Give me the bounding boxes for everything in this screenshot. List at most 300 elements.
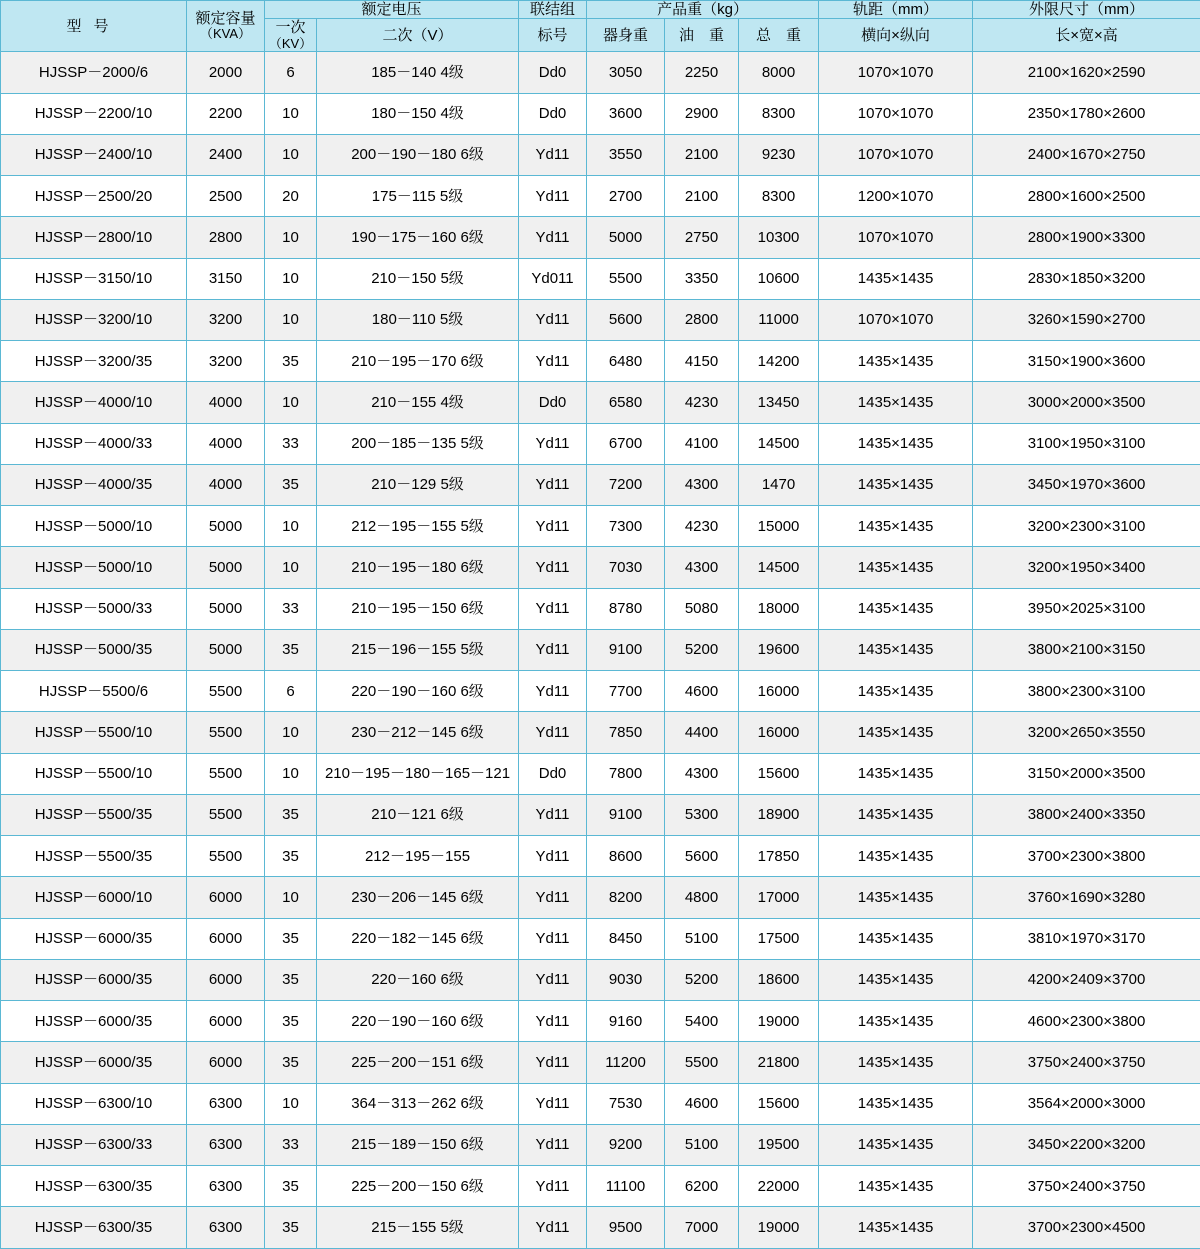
track-gauge-cell: 1435×1435: [819, 877, 973, 918]
secondary-voltage-cell: 230－212－145 6级: [317, 712, 519, 753]
model-cell: HJSSP－6300/10: [1, 1083, 187, 1124]
total-weight-cell: 17850: [739, 836, 819, 877]
capacity-cell: 2200: [187, 93, 265, 134]
body-weight-cell: 9500: [587, 1207, 665, 1249]
total-weight-cell: 18600: [739, 959, 819, 1000]
header-body-weight: 器身重: [587, 19, 665, 52]
capacity-cell: 5000: [187, 506, 265, 547]
total-weight-cell: 19600: [739, 629, 819, 670]
track-gauge-cell: 1070×1070: [819, 134, 973, 175]
primary-voltage-cell: 10: [265, 299, 317, 340]
body-weight-cell: 7030: [587, 547, 665, 588]
oil-weight-cell: 5080: [665, 588, 739, 629]
track-gauge-cell: 1070×1070: [819, 299, 973, 340]
model-cell: HJSSP－4000/35: [1, 464, 187, 505]
table-row: [1, 629, 1200, 670]
header-overall-size-sub: 长×宽×高: [973, 19, 1200, 52]
table-row: [1, 176, 1200, 217]
body-weight-cell: 9100: [587, 794, 665, 835]
primary-voltage-cell: 35: [265, 1001, 317, 1042]
capacity-cell: 5000: [187, 547, 265, 588]
body-weight-cell: 8600: [587, 836, 665, 877]
secondary-voltage-cell: 215－196－155 5级: [317, 629, 519, 670]
model-cell: HJSSP－5000/10: [1, 547, 187, 588]
model-cell: HJSSP－4000/10: [1, 382, 187, 423]
primary-voltage-cell: 35: [265, 1166, 317, 1207]
table-row: [1, 1124, 1200, 1165]
body-weight-cell: 7530: [587, 1083, 665, 1124]
table-row: [1, 93, 1200, 134]
table-row: [1, 1001, 1200, 1042]
connection-group-cell: Yd11: [519, 1166, 587, 1207]
secondary-voltage-cell: 180－110 5级: [317, 299, 519, 340]
oil-weight-cell: 2100: [665, 176, 739, 217]
connection-group-cell: Yd11: [519, 1042, 587, 1083]
table-row: [1, 1042, 1200, 1083]
capacity-cell: 5000: [187, 629, 265, 670]
secondary-voltage-cell: 220－190－160 6级: [317, 671, 519, 712]
table-row: [1, 794, 1200, 835]
connection-group-cell: Yd11: [519, 918, 587, 959]
model-cell: HJSSP－6000/35: [1, 1042, 187, 1083]
connection-group-cell: Dd0: [519, 382, 587, 423]
body-weight-cell: 8200: [587, 877, 665, 918]
model-cell: HJSSP－3200/10: [1, 299, 187, 340]
total-weight-cell: 15600: [739, 1083, 819, 1124]
capacity-cell: 4000: [187, 423, 265, 464]
table-row: [1, 959, 1200, 1000]
primary-voltage-cell: 10: [265, 506, 317, 547]
table-row: [1, 753, 1200, 794]
header-model: 型号: [1, 1, 187, 52]
overall-size-cell: 3450×1970×3600: [973, 464, 1200, 505]
connection-group-cell: Dd0: [519, 753, 587, 794]
connection-group-cell: Yd11: [519, 506, 587, 547]
connection-group-cell: Yd11: [519, 1001, 587, 1042]
primary-voltage-cell: 35: [265, 629, 317, 670]
header-product-weight: 产品重（kg）: [587, 1, 819, 19]
oil-weight-cell: 3350: [665, 258, 739, 299]
total-weight-cell: 1470: [739, 464, 819, 505]
table-body: [1, 52, 1200, 1249]
table-row: [1, 588, 1200, 629]
track-gauge-cell: 1435×1435: [819, 712, 973, 753]
header-rated-voltage: 额定电压: [265, 1, 519, 19]
table-row: [1, 836, 1200, 877]
header-rated-capacity-title: 额定容量: [195, 10, 256, 28]
secondary-voltage-cell: 190－175－160 6级: [317, 217, 519, 258]
primary-voltage-cell: 35: [265, 959, 317, 1000]
model-cell: HJSSP－6300/35: [1, 1207, 187, 1249]
header-connection-group: 联结组: [519, 1, 587, 19]
track-gauge-cell: 1200×1070: [819, 176, 973, 217]
secondary-voltage-cell: 210－195－170 6级: [317, 341, 519, 382]
track-gauge-cell: 1435×1435: [819, 588, 973, 629]
table-row: [1, 382, 1200, 423]
table-row: [1, 134, 1200, 175]
oil-weight-cell: 4800: [665, 877, 739, 918]
body-weight-cell: 7200: [587, 464, 665, 505]
connection-group-cell: Dd0: [519, 52, 587, 93]
oil-weight-cell: 4150: [665, 341, 739, 382]
header-primary-title: 一次: [275, 19, 306, 37]
capacity-cell: 3150: [187, 258, 265, 299]
body-weight-cell: 8780: [587, 588, 665, 629]
capacity-cell: 2400: [187, 134, 265, 175]
primary-voltage-cell: 33: [265, 588, 317, 629]
capacity-cell: 6000: [187, 918, 265, 959]
total-weight-cell: 18000: [739, 588, 819, 629]
track-gauge-cell: 1435×1435: [819, 794, 973, 835]
track-gauge-cell: 1070×1070: [819, 93, 973, 134]
secondary-voltage-cell: 215－189－150 6级: [317, 1124, 519, 1165]
header-overall-size: 外限尺寸（mm）: [973, 1, 1200, 19]
secondary-voltage-cell: 364－313－262 6级: [317, 1083, 519, 1124]
connection-group-cell: Dd0: [519, 93, 587, 134]
table-row: [1, 217, 1200, 258]
connection-group-cell: Yd11: [519, 547, 587, 588]
overall-size-cell: 4600×2300×3800: [973, 1001, 1200, 1042]
table-row: [1, 1207, 1200, 1249]
connection-group-cell: Yd011: [519, 258, 587, 299]
secondary-voltage-cell: 210－150 5级: [317, 258, 519, 299]
table-row: [1, 547, 1200, 588]
primary-voltage-cell: 35: [265, 836, 317, 877]
capacity-cell: 6000: [187, 1001, 265, 1042]
model-cell: HJSSP－5000/10: [1, 506, 187, 547]
total-weight-cell: 11000: [739, 299, 819, 340]
track-gauge-cell: 1435×1435: [819, 1124, 973, 1165]
overall-size-cell: 3800×2100×3150: [973, 629, 1200, 670]
total-weight-cell: 15000: [739, 506, 819, 547]
body-weight-cell: 7300: [587, 506, 665, 547]
overall-size-cell: 3200×2300×3100: [973, 506, 1200, 547]
header-track-gauge: 轨距（mm）: [819, 1, 973, 19]
overall-size-cell: 3450×2200×3200: [973, 1124, 1200, 1165]
track-gauge-cell: 1435×1435: [819, 918, 973, 959]
model-cell: HJSSP－5500/6: [1, 671, 187, 712]
track-gauge-cell: 1435×1435: [819, 1083, 973, 1124]
model-cell: HJSSP－6000/35: [1, 959, 187, 1000]
overall-size-cell: 3200×1950×3400: [973, 547, 1200, 588]
model-cell: HJSSP－2200/10: [1, 93, 187, 134]
oil-weight-cell: 5200: [665, 629, 739, 670]
body-weight-cell: 9030: [587, 959, 665, 1000]
secondary-voltage-cell: 220－160 6级: [317, 959, 519, 1000]
model-cell: HJSSP－6000/35: [1, 1001, 187, 1042]
total-weight-cell: 22000: [739, 1166, 819, 1207]
table-row: [1, 918, 1200, 959]
overall-size-cell: 2400×1670×2750: [973, 134, 1200, 175]
overall-size-cell: 3800×2400×3350: [973, 794, 1200, 835]
primary-voltage-cell: 10: [265, 134, 317, 175]
body-weight-cell: 6700: [587, 423, 665, 464]
overall-size-cell: 3750×2400×3750: [973, 1166, 1200, 1207]
secondary-voltage-cell: 210－121 6级: [317, 794, 519, 835]
secondary-voltage-cell: 210－195－180－165－121: [317, 753, 519, 794]
oil-weight-cell: 4100: [665, 423, 739, 464]
table-row: [1, 1083, 1200, 1124]
primary-voltage-cell: 10: [265, 258, 317, 299]
total-weight-cell: 16000: [739, 671, 819, 712]
overall-size-cell: 2800×1600×2500: [973, 176, 1200, 217]
body-weight-cell: 5500: [587, 258, 665, 299]
total-weight-cell: 9230: [739, 134, 819, 175]
oil-weight-cell: 4300: [665, 547, 739, 588]
primary-voltage-cell: 20: [265, 176, 317, 217]
model-cell: HJSSP－2800/10: [1, 217, 187, 258]
total-weight-cell: 8300: [739, 93, 819, 134]
header-rated-capacity-unit: （KVA）: [199, 26, 252, 42]
header-oil-weight: 油 重: [665, 19, 739, 52]
table-header: [1, 1, 1200, 52]
connection-group-cell: Yd11: [519, 712, 587, 753]
connection-group-cell: Yd11: [519, 1124, 587, 1165]
body-weight-cell: 6480: [587, 341, 665, 382]
body-weight-cell: 9100: [587, 629, 665, 670]
model-cell: HJSSP－6000/10: [1, 877, 187, 918]
overall-size-cell: 3950×2025×3100: [973, 588, 1200, 629]
capacity-cell: 5000: [187, 588, 265, 629]
track-gauge-cell: 1435×1435: [819, 464, 973, 505]
primary-voltage-cell: 10: [265, 382, 317, 423]
oil-weight-cell: 4230: [665, 506, 739, 547]
body-weight-cell: 7700: [587, 671, 665, 712]
overall-size-cell: 3200×2650×3550: [973, 712, 1200, 753]
oil-weight-cell: 5500: [665, 1042, 739, 1083]
oil-weight-cell: 4300: [665, 464, 739, 505]
header-connection-group-sub: 标号: [519, 19, 587, 52]
body-weight-cell: 9160: [587, 1001, 665, 1042]
total-weight-cell: 17000: [739, 877, 819, 918]
model-cell: HJSSP－5000/35: [1, 629, 187, 670]
primary-voltage-cell: 10: [265, 877, 317, 918]
model-cell: HJSSP－2500/20: [1, 176, 187, 217]
overall-size-cell: 2100×1620×2590: [973, 52, 1200, 93]
oil-weight-cell: 4600: [665, 1083, 739, 1124]
track-gauge-cell: 1435×1435: [819, 836, 973, 877]
capacity-cell: 6300: [187, 1124, 265, 1165]
header-primary-unit: （KV）: [268, 35, 313, 51]
model-cell: HJSSP－5500/35: [1, 794, 187, 835]
body-weight-cell: 8450: [587, 918, 665, 959]
secondary-voltage-cell: 212－195－155 5级: [317, 506, 519, 547]
table-row: [1, 464, 1200, 505]
track-gauge-cell: 1435×1435: [819, 258, 973, 299]
total-weight-cell: 19500: [739, 1124, 819, 1165]
oil-weight-cell: 2250: [665, 52, 739, 93]
track-gauge-cell: 1435×1435: [819, 1001, 973, 1042]
capacity-cell: 5500: [187, 836, 265, 877]
track-gauge-cell: 1435×1435: [819, 1042, 973, 1083]
secondary-voltage-cell: 215－155 5级: [317, 1207, 519, 1249]
track-gauge-cell: 1435×1435: [819, 629, 973, 670]
primary-voltage-cell: 35: [265, 794, 317, 835]
secondary-voltage-cell: 225－200－150 6级: [317, 1166, 519, 1207]
secondary-voltage-cell: 210－155 4级: [317, 382, 519, 423]
secondary-voltage-cell: 180－150 4级: [317, 93, 519, 134]
table-row: [1, 506, 1200, 547]
overall-size-cell: 2830×1850×3200: [973, 258, 1200, 299]
connection-group-cell: Yd11: [519, 959, 587, 1000]
oil-weight-cell: 2750: [665, 217, 739, 258]
connection-group-cell: Yd11: [519, 794, 587, 835]
track-gauge-cell: 1070×1070: [819, 52, 973, 93]
table-row: [1, 52, 1200, 93]
body-weight-cell: 3550: [587, 134, 665, 175]
track-gauge-cell: 1435×1435: [819, 423, 973, 464]
primary-voltage-cell: 10: [265, 712, 317, 753]
secondary-voltage-cell: 185－140 4级: [317, 52, 519, 93]
total-weight-cell: 15600: [739, 753, 819, 794]
header-secondary: 二次（V）: [317, 19, 519, 52]
overall-size-cell: 2800×1900×3300: [973, 217, 1200, 258]
overall-size-cell: 3760×1690×3280: [973, 877, 1200, 918]
secondary-voltage-cell: 200－185－135 5级: [317, 423, 519, 464]
overall-size-cell: 3700×2300×3800: [973, 836, 1200, 877]
oil-weight-cell: 4230: [665, 382, 739, 423]
total-weight-cell: 13450: [739, 382, 819, 423]
overall-size-cell: 3000×2000×3500: [973, 382, 1200, 423]
primary-voltage-cell: 35: [265, 464, 317, 505]
connection-group-cell: Yd11: [519, 217, 587, 258]
overall-size-cell: 3260×1590×2700: [973, 299, 1200, 340]
model-cell: HJSSP－3200/35: [1, 341, 187, 382]
body-weight-cell: 3600: [587, 93, 665, 134]
table-row: [1, 1166, 1200, 1207]
body-weight-cell: 5600: [587, 299, 665, 340]
model-cell: HJSSP－5000/33: [1, 588, 187, 629]
total-weight-cell: 8300: [739, 176, 819, 217]
capacity-cell: 2000: [187, 52, 265, 93]
primary-voltage-cell: 6: [265, 671, 317, 712]
capacity-cell: 6300: [187, 1166, 265, 1207]
overall-size-cell: 2350×1780×2600: [973, 93, 1200, 134]
model-cell: HJSSP－5500/10: [1, 712, 187, 753]
primary-voltage-cell: 35: [265, 1042, 317, 1083]
overall-size-cell: 3100×1950×3100: [973, 423, 1200, 464]
secondary-voltage-cell: 230－206－145 6级: [317, 877, 519, 918]
primary-voltage-cell: 10: [265, 547, 317, 588]
capacity-cell: 3200: [187, 341, 265, 382]
capacity-cell: 6000: [187, 959, 265, 1000]
track-gauge-cell: 1435×1435: [819, 1166, 973, 1207]
secondary-voltage-cell: 225－200－151 6级: [317, 1042, 519, 1083]
oil-weight-cell: 4300: [665, 753, 739, 794]
connection-group-cell: Yd11: [519, 588, 587, 629]
connection-group-cell: Yd11: [519, 836, 587, 877]
total-weight-cell: 14500: [739, 423, 819, 464]
total-weight-cell: 14200: [739, 341, 819, 382]
track-gauge-cell: 1435×1435: [819, 671, 973, 712]
primary-voltage-cell: 10: [265, 217, 317, 258]
model-cell: HJSSP－3150/10: [1, 258, 187, 299]
model-cell: HJSSP－2000/6: [1, 52, 187, 93]
capacity-cell: 6000: [187, 1042, 265, 1083]
secondary-voltage-cell: 210－195－150 6级: [317, 588, 519, 629]
capacity-cell: 3200: [187, 299, 265, 340]
connection-group-cell: Yd11: [519, 299, 587, 340]
primary-voltage-cell: 35: [265, 918, 317, 959]
connection-group-cell: Yd11: [519, 671, 587, 712]
header-total-weight: 总 重: [739, 19, 819, 52]
track-gauge-cell: 1435×1435: [819, 753, 973, 794]
oil-weight-cell: 5100: [665, 1124, 739, 1165]
model-cell: HJSSP－6000/35: [1, 918, 187, 959]
table-row: [1, 299, 1200, 340]
capacity-cell: 5500: [187, 794, 265, 835]
body-weight-cell: 7800: [587, 753, 665, 794]
secondary-voltage-cell: 220－182－145 6级: [317, 918, 519, 959]
overall-size-cell: 3800×2300×3100: [973, 671, 1200, 712]
secondary-voltage-cell: 212－195－155: [317, 836, 519, 877]
oil-weight-cell: 2100: [665, 134, 739, 175]
total-weight-cell: 14500: [739, 547, 819, 588]
oil-weight-cell: 5300: [665, 794, 739, 835]
connection-group-cell: Yd11: [519, 134, 587, 175]
total-weight-cell: 10600: [739, 258, 819, 299]
table-row: [1, 423, 1200, 464]
overall-size-cell: 3564×2000×3000: [973, 1083, 1200, 1124]
total-weight-cell: 16000: [739, 712, 819, 753]
total-weight-cell: 21800: [739, 1042, 819, 1083]
capacity-cell: 5500: [187, 671, 265, 712]
capacity-cell: 4000: [187, 464, 265, 505]
body-weight-cell: 3050: [587, 52, 665, 93]
model-cell: HJSSP－2400/10: [1, 134, 187, 175]
capacity-cell: 5500: [187, 712, 265, 753]
capacity-cell: 4000: [187, 382, 265, 423]
capacity-cell: 6300: [187, 1207, 265, 1249]
track-gauge-cell: 1435×1435: [819, 547, 973, 588]
track-gauge-cell: 1435×1435: [819, 506, 973, 547]
body-weight-cell: 7850: [587, 712, 665, 753]
model-cell: HJSSP－6300/35: [1, 1166, 187, 1207]
primary-voltage-cell: 33: [265, 423, 317, 464]
oil-weight-cell: 4400: [665, 712, 739, 753]
capacity-cell: 2800: [187, 217, 265, 258]
secondary-voltage-cell: 200－190－180 6级: [317, 134, 519, 175]
connection-group-cell: Yd11: [519, 629, 587, 670]
oil-weight-cell: 5100: [665, 918, 739, 959]
primary-voltage-cell: 33: [265, 1124, 317, 1165]
header-rated-capacity: [187, 1, 265, 52]
overall-size-cell: 3150×2000×3500: [973, 753, 1200, 794]
table-row: [1, 671, 1200, 712]
track-gauge-cell: 1435×1435: [819, 1207, 973, 1249]
capacity-cell: 6000: [187, 877, 265, 918]
primary-voltage-cell: 10: [265, 93, 317, 134]
track-gauge-cell: 1435×1435: [819, 341, 973, 382]
primary-voltage-cell: 35: [265, 1207, 317, 1249]
model-cell: HJSSP－5500/10: [1, 753, 187, 794]
oil-weight-cell: 2900: [665, 93, 739, 134]
connection-group-cell: Yd11: [519, 176, 587, 217]
connection-group-cell: Yd11: [519, 464, 587, 505]
oil-weight-cell: 4600: [665, 671, 739, 712]
table-row: [1, 877, 1200, 918]
secondary-voltage-cell: 210－129 5级: [317, 464, 519, 505]
body-weight-cell: 6580: [587, 382, 665, 423]
primary-voltage-cell: 6: [265, 52, 317, 93]
oil-weight-cell: 7000: [665, 1207, 739, 1249]
primary-voltage-cell: 10: [265, 1083, 317, 1124]
total-weight-cell: 19000: [739, 1001, 819, 1042]
primary-voltage-cell: 10: [265, 753, 317, 794]
body-weight-cell: 2700: [587, 176, 665, 217]
capacity-cell: 2500: [187, 176, 265, 217]
connection-group-cell: Yd11: [519, 341, 587, 382]
